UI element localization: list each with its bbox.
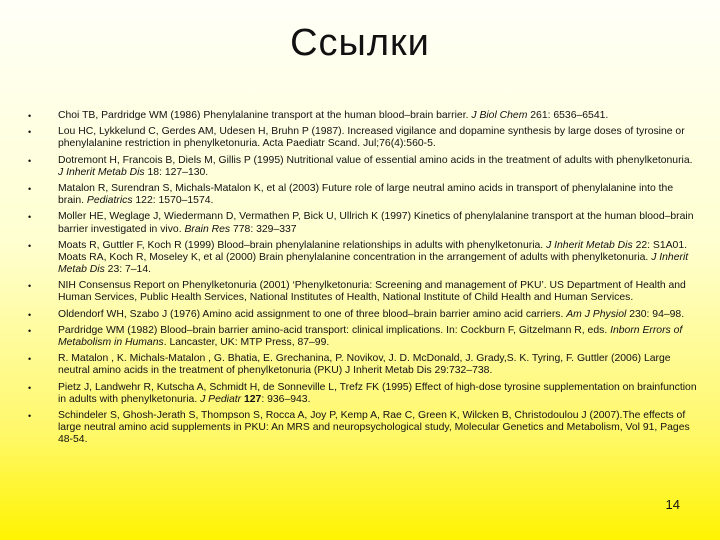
- reference-item: [28, 382, 698, 406]
- reference-journal: J Inherit Metab Dis: [58, 166, 145, 178]
- reference-text: 778: 329–337: [230, 223, 297, 235]
- reference-text: Choi TB, Pardridge WM (1986) Phenylalanine transport at the human blood–brain barrier.: [58, 110, 472, 121]
- reference-item: [28, 309, 698, 321]
- reference-text: : 936–943.: [261, 393, 311, 405]
- reference-journal: J Inherit Metab Dis: [58, 251, 689, 275]
- reference-item: [28, 110, 698, 122]
- page-number: 14: [665, 497, 680, 512]
- reference-text: Matalon R, Surendran S, Michals-Matalon K, et al (2003) Future role of large neutral amino acids in transport of phenylalanine into the brain.: [58, 183, 674, 207]
- slide-title: Ссылки: [290, 22, 430, 64]
- reference-journal: J Biol Chem: [471, 110, 528, 121]
- reference-text: Moller HE, Weglage J, Wiedermann D, Vermathen P, Bick U, Ullrich K (1997) Kinetics of phenylalanine transport at the human blood–brain barrier investigated in vivo.: [58, 211, 694, 235]
- reference-item: [28, 280, 698, 304]
- reference-text: 23: 7–14.: [104, 263, 152, 275]
- reference-text: . Lancaster, UK: MTP Press, 87–99.: [163, 337, 330, 348]
- reference-text: NIH Consensus Report on Phenylketonuria (2001) ‘Phenylketonuria: Screening and management of PKU’. US Department of Health and Human Services, Public Health Services, National Institutes of Health, National Institute of Child Health and Human Services.: [58, 280, 686, 304]
- reference-journal: Am J Physiol: [566, 308, 627, 320]
- reference-journal: Pediatrics: [86, 195, 133, 207]
- reference-text: Moats R, Guttler F, Koch R (1999) Blood–brain phenylalanine relationships in adults with phenylketonuria.: [58, 239, 547, 251]
- reference-journal: J Inherit Metab Dis: [546, 239, 633, 251]
- reference-item: [28, 155, 698, 179]
- reference-item: [28, 126, 698, 150]
- reference-item: [28, 183, 698, 207]
- reference-volume: 127: [244, 393, 262, 405]
- reference-journal: Brain Res: [184, 223, 231, 235]
- reference-item: [28, 410, 698, 446]
- reference-item: [28, 211, 698, 235]
- reference-text: Schindeler S, Ghosh-Jerath S, Thompson S, Rocca A, Joy P, Kemp A, Rae C, Green K, Wilcken B, Christodoulou J (2007).The effects of large neutral amino acid supplements in PKU: An MRS and neuropsychological study, Molecular Genetics and Metabolism, Vol 91, Pages 48-54.: [58, 410, 690, 446]
- reference-list: [28, 110, 698, 451]
- reference-text: 22: S1A01. Moats RA, Koch R, Moseley K, et al (2000) Brain phenylalanine concentration in the arrangement of adults with phenylketonuria.: [58, 239, 687, 263]
- reference-item: [28, 240, 698, 276]
- reference-text: Dotremont H, Francois B, Diels M, Gillis P (1995) Nutritional value of essential amino acids in the treatment of adults with phenylketonuria.: [58, 154, 693, 166]
- reference-text: 18: 127–130.: [144, 166, 209, 178]
- reference-text: Pietz J, Landwehr R, Kutscha A, Schmidt H, de Sonneville L, Trefz FK (1995) Effect of high-dose tyrosine supplementation on brainfunction in adults with phenylketonuria.: [58, 381, 697, 405]
- reference-text: Lou HC, Lykkelund C, Gerdes AM, Udesen H, Bruhn P (1987). Increased vigilance and dopamine synthesis by large doses of tyrosine or phenylalanine restriction in phenylketonuria. Acta Paediatr Scand. Jul;76(4):560-5.: [58, 126, 685, 150]
- reference-journal: J Pediatr: [200, 393, 242, 405]
- reference-journal: Inborn Errors of Metabolism in Humans: [58, 324, 683, 348]
- reference-item: [28, 325, 698, 349]
- reference-text: 122: 1570–1574.: [132, 195, 214, 207]
- reference-text: 230: 94–98.: [626, 308, 685, 320]
- reference-text: Pardridge WM (1982) Blood–brain barrier amino-acid transport: clinical implications. In: Cockburn F, Gitzelmann R, eds.: [58, 324, 611, 336]
- reference-text: Oldendorf WH, Szabo J (1976) Amino acid assignment to one of three blood–brain barrier amino acid carriers.: [58, 308, 567, 320]
- reference-text: R. Matalon , K. Michals-Matalon , G. Bhatia, E. Grechanina, P. Novikov, J. D. McDonald, J. Grady,S. K. Tyring, F. Guttler (2006) Large neutral amino acids in the treatment of phenylketonuria (PKU) J Inherit Metab Dis 29:732–738.: [58, 353, 671, 377]
- reference-text: 261: 6536–6541.: [527, 110, 609, 121]
- reference-item: [28, 353, 698, 377]
